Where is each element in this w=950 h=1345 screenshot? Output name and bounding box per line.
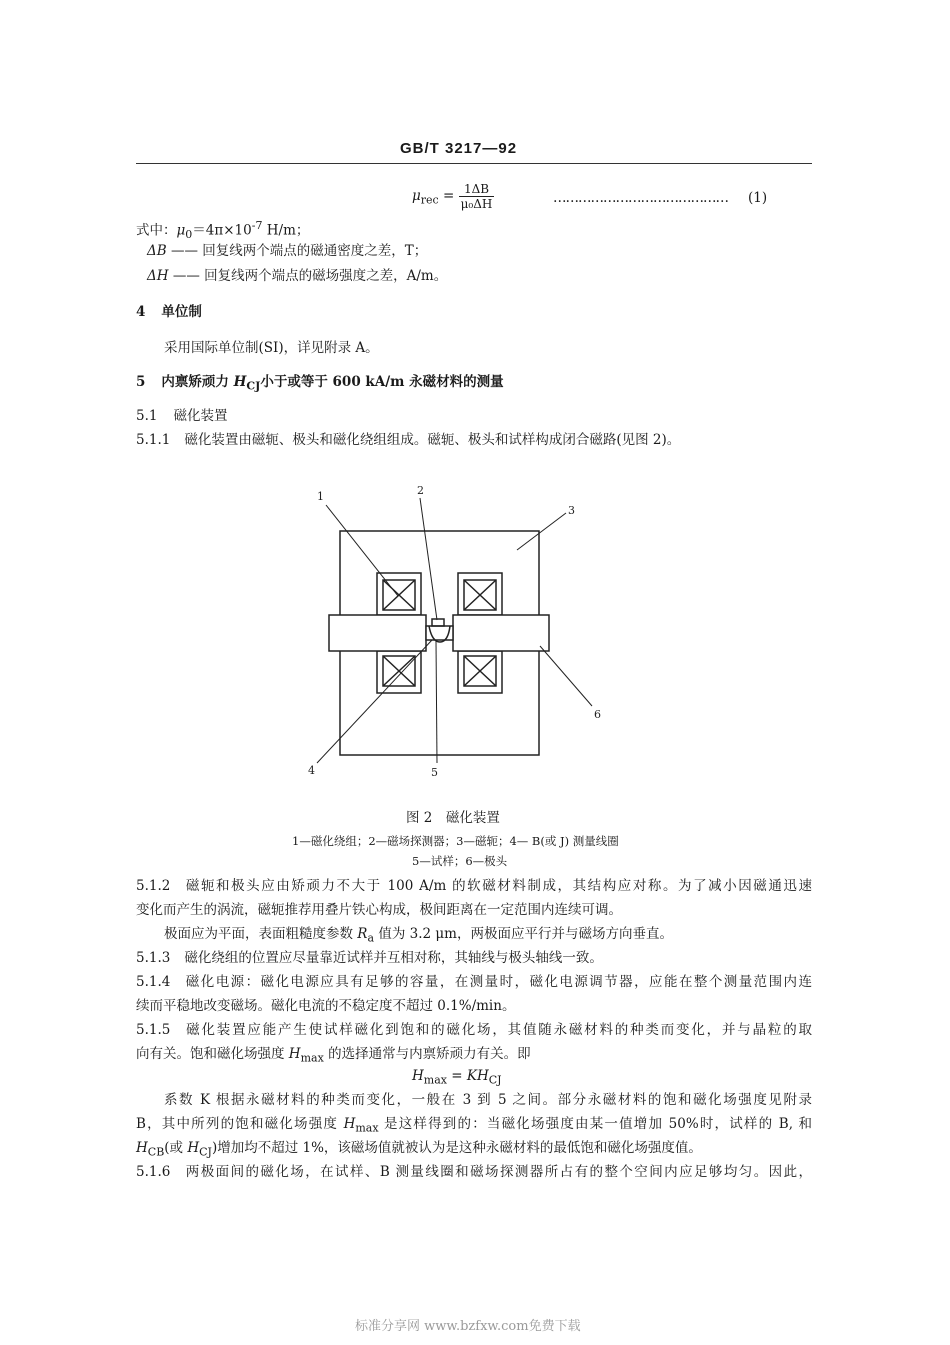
equation-lhs-sub: max <box>423 1073 447 1087</box>
where-mu-exponent: -7 <box>251 219 263 232</box>
fig-label-3: 3 <box>568 504 575 517</box>
fig-label-2: 2 <box>417 484 424 497</box>
clause-5-1-4-text-1: 磁化电源：磁化电源应具有足够的容量，在测量时，磁化电源调节器，应能在整个测量范围内连 <box>184 974 812 990</box>
section-4-title: 单位制 <box>161 304 202 320</box>
clause-5-1-5-var-hcj-sub: CJ <box>199 1145 212 1159</box>
where-var-mu: μ <box>176 222 186 239</box>
figure-legend-line-1: 1—磁化绕组；2—磁场探测器；3—磁轭；4— B(或 J) 测量线圈 <box>292 834 619 848</box>
pole-head-right <box>453 615 549 651</box>
clause-5-1-3-text: 磁化绕组的位置应尽量靠近试样并互相对称，其轴线与极头轴线一致。 <box>184 950 603 966</box>
equation-rhs: KH <box>466 1068 489 1084</box>
clause-5-1-2-var-r-sub: a <box>367 931 375 945</box>
clause-5-1-2-line-1 <box>136 876 812 896</box>
clause-5-1-5-p2-line-3-mid: (或 <box>164 1140 188 1156</box>
section-4-body: 采用国际单位制(SI)，详见附录 A。 <box>164 340 379 356</box>
equation-hmax <box>412 1066 502 1091</box>
clause-5-1-2-number: 5.1.2 <box>136 878 171 894</box>
where-mu-unit: H/m； <box>262 222 310 239</box>
where-var-mu-sub: 0 <box>185 228 193 242</box>
clause-5-1-4-line-2: 续而平稳地改变磁场。磁化电流的不稳定度不超过 0.1%/min。 <box>136 998 516 1014</box>
where-var-deltab: ΔB <box>147 243 167 259</box>
fig-label-4: 4 <box>308 764 315 777</box>
clause-5-1-1-number: 5.1.1 <box>136 432 171 448</box>
clause-5-1-5-p2-line-3-post: )增加均不超过 1%，该磁场值就被认为是这种永磁材料的最低饱和磁化场强度值。 <box>211 1140 702 1156</box>
clause-5-1-2-line-2: 变化而产生的涡流，磁轭推荐用叠片铁心构成，极间距离在一定范围内连续可调。 <box>136 902 622 918</box>
figure-caption: 图 2 磁化装置 <box>406 810 500 826</box>
formula-numerator: 1ΔB <box>459 182 495 197</box>
formula-lhs-sub: rec <box>420 193 439 207</box>
watermark-text: 标准分享网 www.bzfxw.com免费下载 <box>355 1319 581 1334</box>
clause-5-1-2-text-1: 磁轭和极头应由矫顽力不大于 100 A/m 的软磁材料制成，其结构应对称。为了减小因磁通迅速 <box>184 878 812 894</box>
clause-5-1-5-p2-line-1: 系数 K 根据永磁材料的种类而变化，一般在 3 到 5 之间。部分永磁材料的饱和磁化场强度见附录 <box>164 1092 812 1108</box>
section-5-1-title: 磁化装置 <box>173 408 228 424</box>
formula-dots: …………………………………… <box>553 190 728 206</box>
section-5-number: 5 <box>136 374 146 390</box>
clause-5-1-5-var-hcb: H <box>136 1140 148 1156</box>
section-5-title-pre: 内禀矫顽力 <box>161 374 234 390</box>
clause-5-1-5-line-2 <box>136 1044 531 1069</box>
clause-5-1-5-number: 5.1.5 <box>136 1022 171 1038</box>
section-4-number: 4 <box>136 304 146 320</box>
fig-label-6: 6 <box>594 708 601 721</box>
clause-5-1-5-p2-line-2-post: 是这样得到的：当磁化场强度由某一值增加 50%时，试样的 B, 和 <box>378 1116 812 1132</box>
clause-5-1-5-var-h-sub: max <box>300 1051 324 1065</box>
clause-5-1-5-p2-line-2-pre: B，其中所列的饱和磁化场强度 <box>136 1116 344 1132</box>
clause-5-1-4-line-1 <box>136 972 812 992</box>
fig-label-5: 5 <box>431 766 438 779</box>
clause-5-1-5-text-1: 磁化装置应能产生使试样磁化到饱和的磁化场，其值随永磁材料的种类而变化，并与晶粒的取 <box>184 1022 812 1038</box>
clause-5-1-2-line-3-pre: 极面应为平面，表面粗糙度参数 <box>164 926 358 942</box>
equation-equals: = <box>446 1068 467 1084</box>
clause-5-1-6-text: 两极面间的磁化场，在试样、B 测量线圈和磁场探测器所占有的整个空间内应足够均匀。因此， <box>184 1164 812 1180</box>
where-mu-value: ＝4π×10 <box>192 222 252 239</box>
section-5-title-post: 小于或等于 600 kA/m 永磁材料的测量 <box>260 374 504 390</box>
equation-lhs: H <box>412 1068 424 1084</box>
clause-5-1-1-text: 磁化装置由磁轭、极头和磁化绕组组成。磁轭、极头和试样构成闭合磁路(见图 2)。 <box>184 432 681 448</box>
formula-equals: = <box>443 188 455 204</box>
clause-5-1-2-line-3 <box>164 924 673 949</box>
equation-rhs-sub: CJ <box>488 1073 502 1087</box>
section-5-title-var: H <box>233 374 247 390</box>
clause-5-1-5-p2-var-h: H <box>343 1116 356 1132</box>
standard-code-header: GB/T 3217—92 <box>400 140 518 157</box>
clause-5-1-5-p2-line-3 <box>136 1138 702 1163</box>
clause-5-1-5-line-2-post: 的选择通常与内禀矫顽力有关。即 <box>323 1046 531 1062</box>
formula-number: (1) <box>748 190 768 206</box>
clause-5-1-5-var-hcj: H <box>187 1140 200 1156</box>
clause-5-1-5-var-hcb-sub: CB <box>147 1145 165 1159</box>
clause-5-1-4-number: 5.1.4 <box>136 974 171 990</box>
clause-5-1-6-number: 5.1.6 <box>136 1164 171 1180</box>
figure-legend-line-2: 5—试样；6—极头 <box>412 854 508 868</box>
section-5-1-number: 5.1 <box>136 408 158 424</box>
where-deltah-text: —— 回复线两个端点的磁场强度之差，A/m。 <box>168 268 448 284</box>
formula-denominator: μ₀ΔH <box>460 197 493 211</box>
clause-5-1-5-p2-line-2 <box>136 1114 812 1139</box>
clause-5-1-2-var-r: R <box>357 926 368 942</box>
clause-5-1-6 <box>136 1162 812 1182</box>
where-var-deltah: ΔH <box>147 268 169 284</box>
section-5-title-sub: CJ <box>246 379 261 393</box>
pole-head-left <box>329 615 426 651</box>
clause-5-1-5-line-2-pre: 向有关。饱和磁化场强度 <box>136 1046 289 1062</box>
field-probe <box>432 619 444 626</box>
formula-lhs: μ <box>412 188 421 204</box>
clause-5-1-3-number: 5.1.3 <box>136 950 171 966</box>
fig-label-1: 1 <box>317 490 324 503</box>
clause-5-1-5-line-1 <box>136 1020 812 1040</box>
where-prefix: 式中： <box>136 222 177 239</box>
clause-5-1-5-p2-var-h-sub: max <box>355 1121 379 1135</box>
clause-5-1-5-var-h: H <box>288 1046 301 1062</box>
clause-5-1-2-line-3-post: 值为 3.2 μm，两极面应平行并与磁场方向垂直。 <box>374 926 673 942</box>
where-deltab-text: —— 回复线两个端点的磁通密度之差，T； <box>166 243 428 259</box>
clause-5-1-3 <box>136 948 603 968</box>
